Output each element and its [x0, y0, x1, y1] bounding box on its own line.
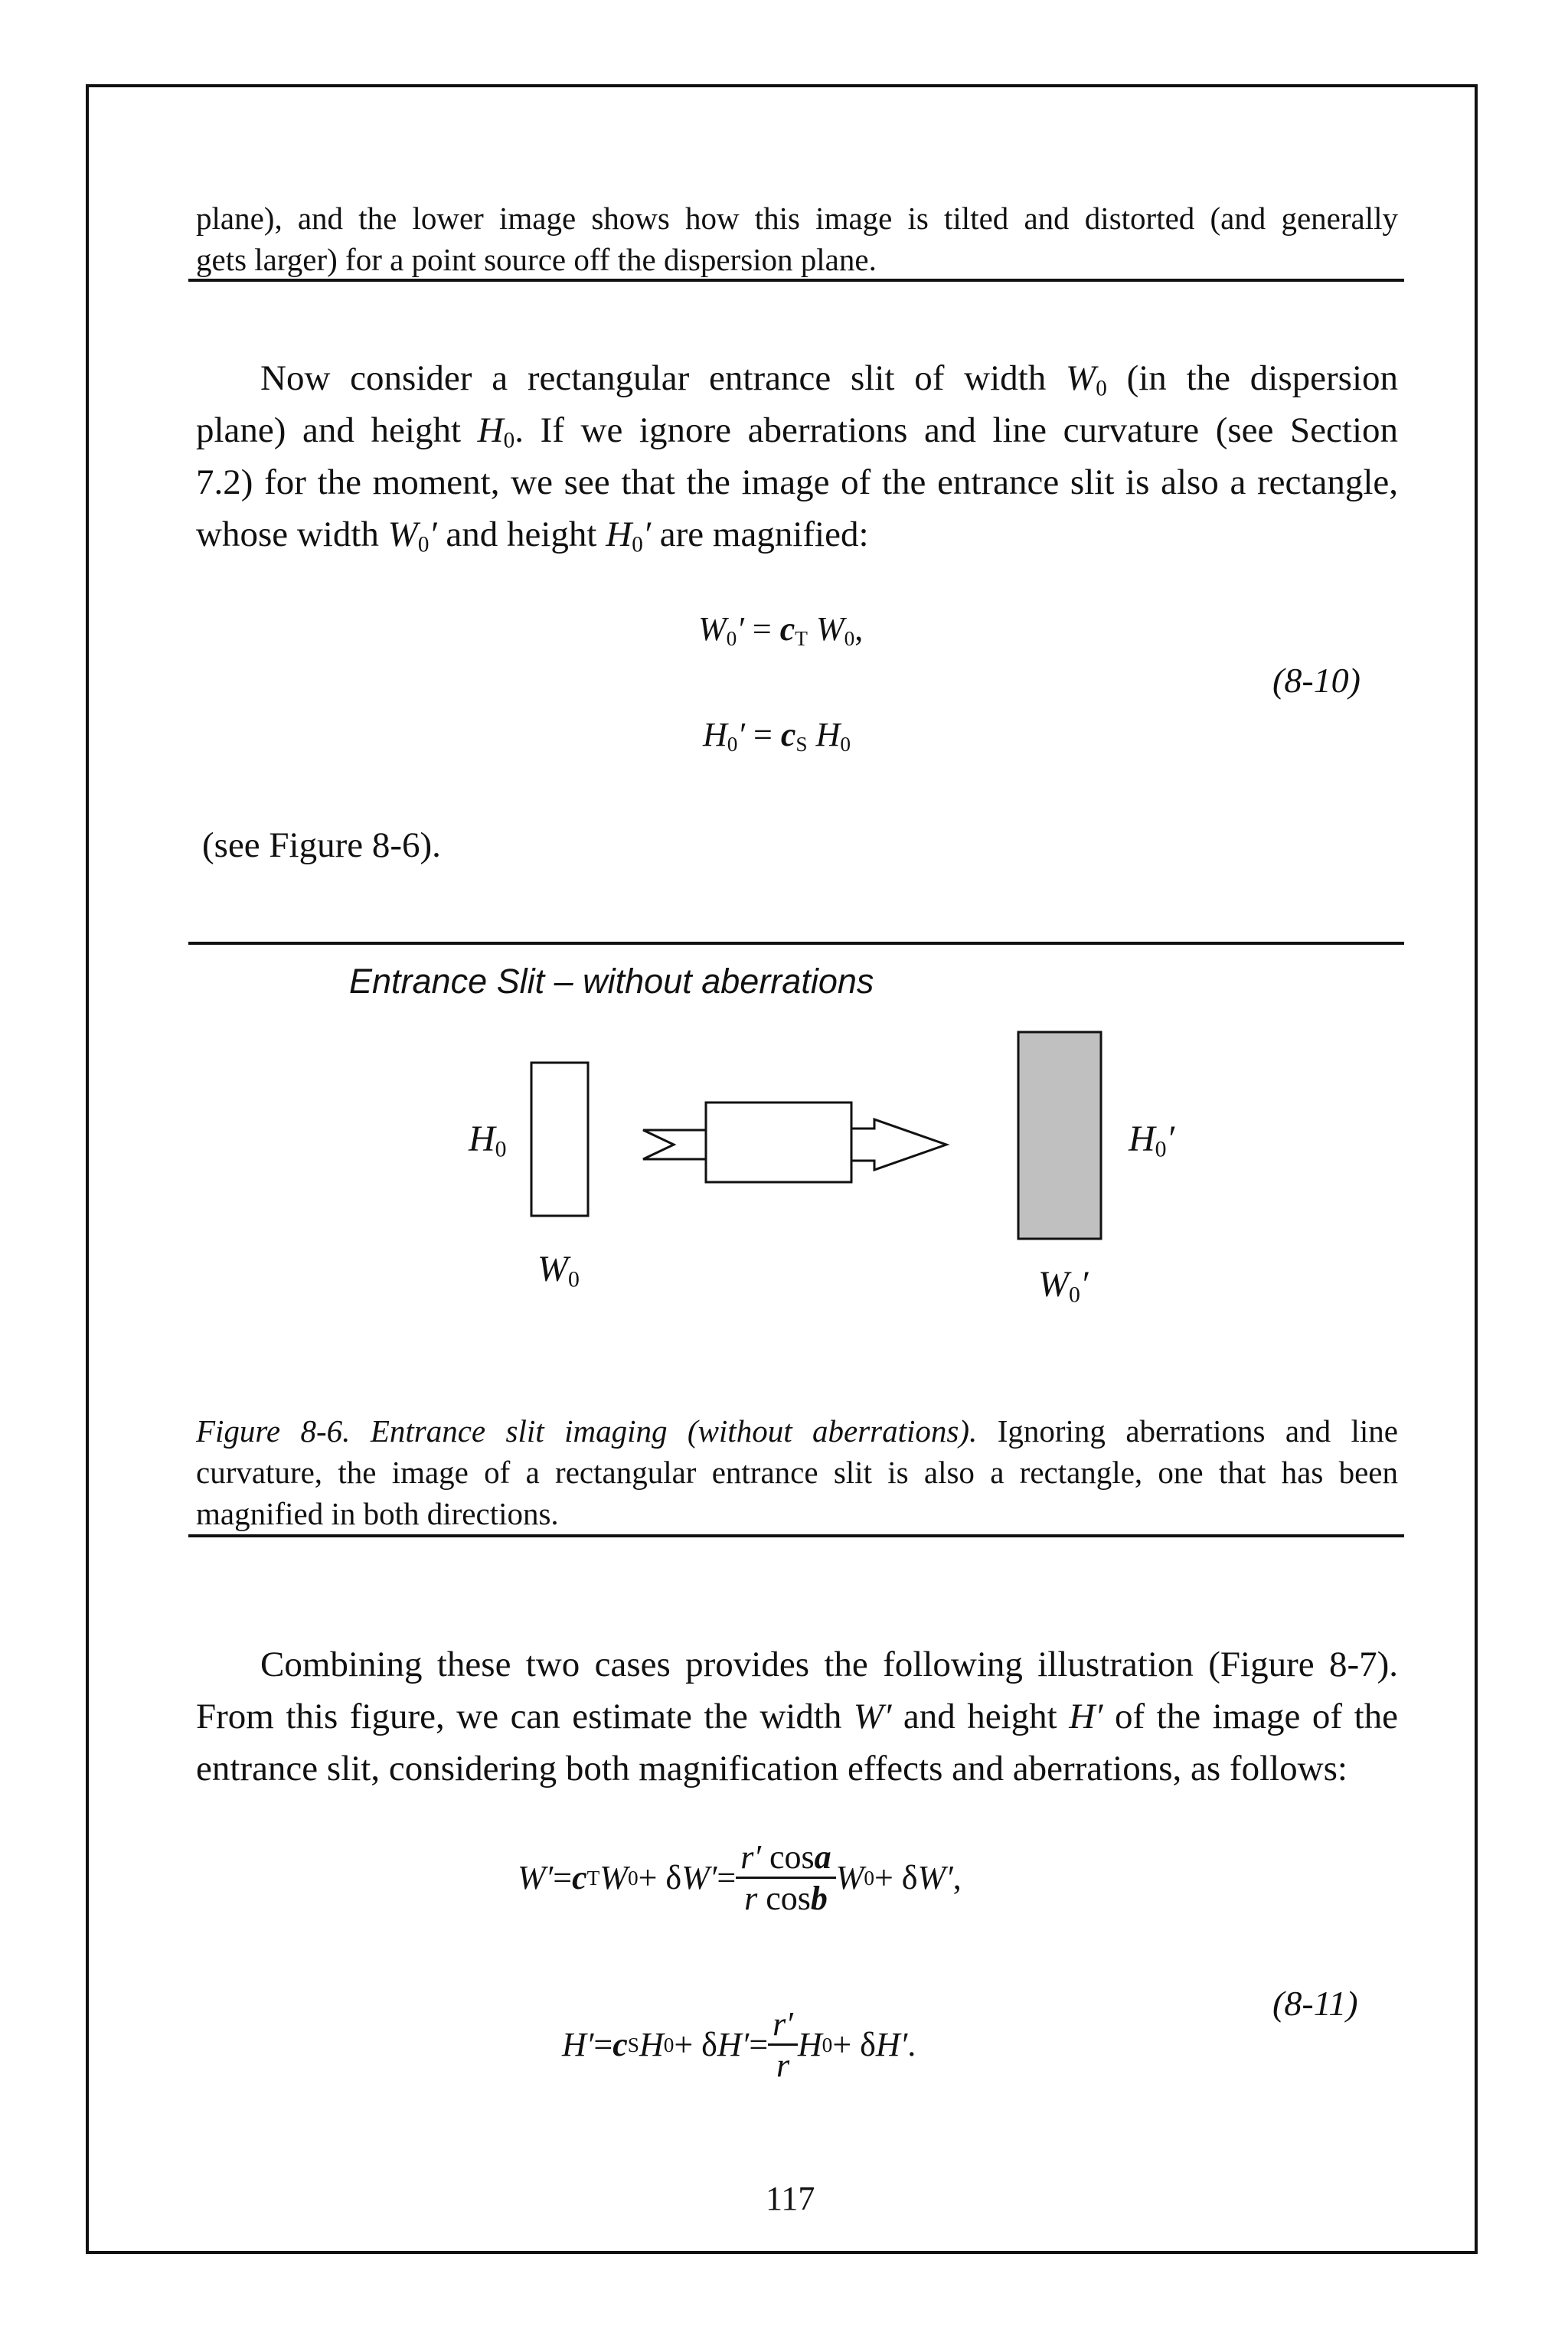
- equation-8-11-line-2: H′ = c S H 0 + δ H′ = $\frac{r'}{r}$ H 0 + δ H′ .: [562, 2005, 916, 2084]
- fraction-cos: $\frac{r' \cos a}{\text{r cosb}}$: [736, 1838, 835, 1918]
- figure-bottom-rule: [188, 1534, 1404, 1537]
- para2-line-2: From this figure, we can estimate the width W′ and height H′ of the image of the: [196, 1697, 1398, 1736]
- optical-system-box: [706, 1102, 851, 1182]
- see-figure-text: (see Figure 8-6).: [202, 825, 441, 865]
- equation-8-10-line-1: $W_0' = c_T$ $W_0$,: [698, 610, 864, 650]
- para1-line-2: plane) and height $H_0$. If we ignore aberrations and line curvature (see Section: [196, 410, 1398, 453]
- slit-image-rect: [1018, 1032, 1101, 1239]
- figure-title: Entrance Slit – without aberrations: [349, 962, 874, 1001]
- label-w0: $W_0$: [537, 1249, 580, 1292]
- figure-caption-line-2: curvature, the image of a rectangular entrance slit is also a rectangle, one that has been: [196, 1455, 1398, 1490]
- para1-line-4: whose width $W_0'$ and height $H_0'$ are magnified:: [196, 514, 869, 557]
- label-h0-prime: $H_0'$: [1129, 1119, 1175, 1162]
- para2-line-3: entrance slit, considering both magnification effects and aberrations, as follows:: [196, 1749, 1348, 1788]
- label-w0-prime: $W_0'$: [1038, 1264, 1089, 1308]
- equation-number-8-10: (8-10): [1272, 661, 1361, 700]
- entrance-slit-rect: [531, 1063, 588, 1216]
- input-arrow-tail: [643, 1130, 706, 1159]
- output-arrow: [851, 1119, 946, 1170]
- figure-caption-line-3: magnified in both directions.: [196, 1496, 559, 1531]
- equation-number-8-11: (8-11): [1272, 1984, 1358, 2023]
- para1-line-3: 7.2) for the moment, we see that the image of the entrance slit is also a rectangle,: [196, 462, 1398, 502]
- page-number: 117: [766, 2180, 815, 2217]
- fraction-r: $\frac{r'}{r}$: [768, 2004, 798, 2085]
- top-caption-line-1: plane), and the lower image shows how this image is tilted and distorted (and generally: [196, 201, 1398, 236]
- para2-line-1: Combining these two cases provides the following illustration (Figure 8-7).: [260, 1645, 1398, 1684]
- top-caption-line-2: gets larger) for a point source off the dispersion plane.: [196, 242, 877, 277]
- label-h0: $H_0$: [469, 1119, 507, 1162]
- equation-8-10-line-2: $H_0' = c_S$ $H_0$: [703, 716, 851, 756]
- para1-line-1: Now consider a rectangular entrance slit of width $W_0$ (in the dispersion: [260, 358, 1398, 401]
- equation-8-11-line-1: W′ = c T W 0 + δ W′ = $\frac{r' \cos a}{\text{r cosb}}$ W 0 + δ W′ ,: [518, 1838, 962, 1917]
- figure-caption-line-1: Figure 8-6. Entrance slit imaging (without aberrations). Ignoring aberrations and line: [196, 1413, 1399, 1449]
